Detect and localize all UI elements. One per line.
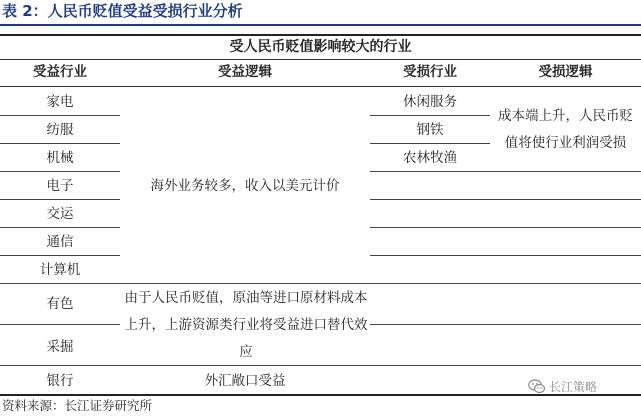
row-separator xyxy=(0,255,120,256)
row-separator xyxy=(370,115,490,116)
benefit-industry-cell: 通信 xyxy=(46,233,74,250)
header-benefit-industry: 受益行业 xyxy=(33,64,87,80)
row-separator xyxy=(120,365,370,366)
benefit-industry-cell: 电子 xyxy=(46,177,74,194)
row-separator xyxy=(370,283,641,284)
row-separator xyxy=(370,365,641,366)
row-separator xyxy=(370,227,641,228)
header-loss-logic: 受损逻辑 xyxy=(538,64,593,80)
table-title: 受人民币贬值影响较大的行业 xyxy=(229,39,412,55)
benefit-logic-overseas: 海外业务较多，收入以美元计价 xyxy=(150,177,340,194)
benefit-logic-import-substitution: 由于人民币贬值，原油等进口原材料成本上升，上游资源类行业将受益进口替代效应 xyxy=(124,289,368,360)
watermark-text: 长江策略 xyxy=(549,379,598,394)
benefit-industry-cell: 机械 xyxy=(46,149,74,166)
row-separator xyxy=(370,255,641,256)
row-separator xyxy=(0,324,120,325)
benefit-industry-cell: 有色 xyxy=(46,296,74,312)
row-separator xyxy=(0,115,120,116)
header-benefit-logic: 受益逻辑 xyxy=(218,64,272,80)
benefit-industry-cell: 纺服 xyxy=(46,121,74,138)
header-loss-industry: 受损行业 xyxy=(403,64,457,80)
row-separator xyxy=(370,199,641,200)
row-separator xyxy=(0,283,120,284)
benefit-industry-cell: 交运 xyxy=(46,205,74,222)
source-note: 资料来源：长江证券研究所 xyxy=(2,398,153,413)
caption-rule xyxy=(0,24,641,26)
loss-industry-cell: 钢铁 xyxy=(416,121,444,138)
benefit-logic-fx-exposure: 外汇敞口受益 xyxy=(204,372,286,389)
loss-industry-cell: 农林牧渔 xyxy=(403,149,457,166)
row-separator xyxy=(370,143,490,144)
row-separator xyxy=(370,324,641,325)
row-separator xyxy=(0,171,120,172)
benefit-industry-cell: 采掘 xyxy=(46,339,74,355)
row-separator xyxy=(0,143,120,144)
row-separator xyxy=(370,171,641,172)
row-separator xyxy=(0,199,120,200)
benefit-industry-cell: 计算机 xyxy=(39,261,81,278)
watermark xyxy=(528,376,597,396)
wechat-icon xyxy=(528,379,546,394)
row-separator xyxy=(0,365,120,366)
loss-logic-cost-rise: 成本端上升，人民币贬值将使行业利润受损 xyxy=(498,107,633,151)
header-rule xyxy=(0,86,641,87)
benefit-industry-cell: 家电 xyxy=(46,93,74,110)
table-caption: 表 2：人民币贬值受益受损行业分析 xyxy=(2,2,243,20)
row-separator xyxy=(0,227,120,228)
benefit-industry-cell: 银行 xyxy=(46,372,74,389)
loss-industry-cell: 休闲服务 xyxy=(403,93,457,110)
